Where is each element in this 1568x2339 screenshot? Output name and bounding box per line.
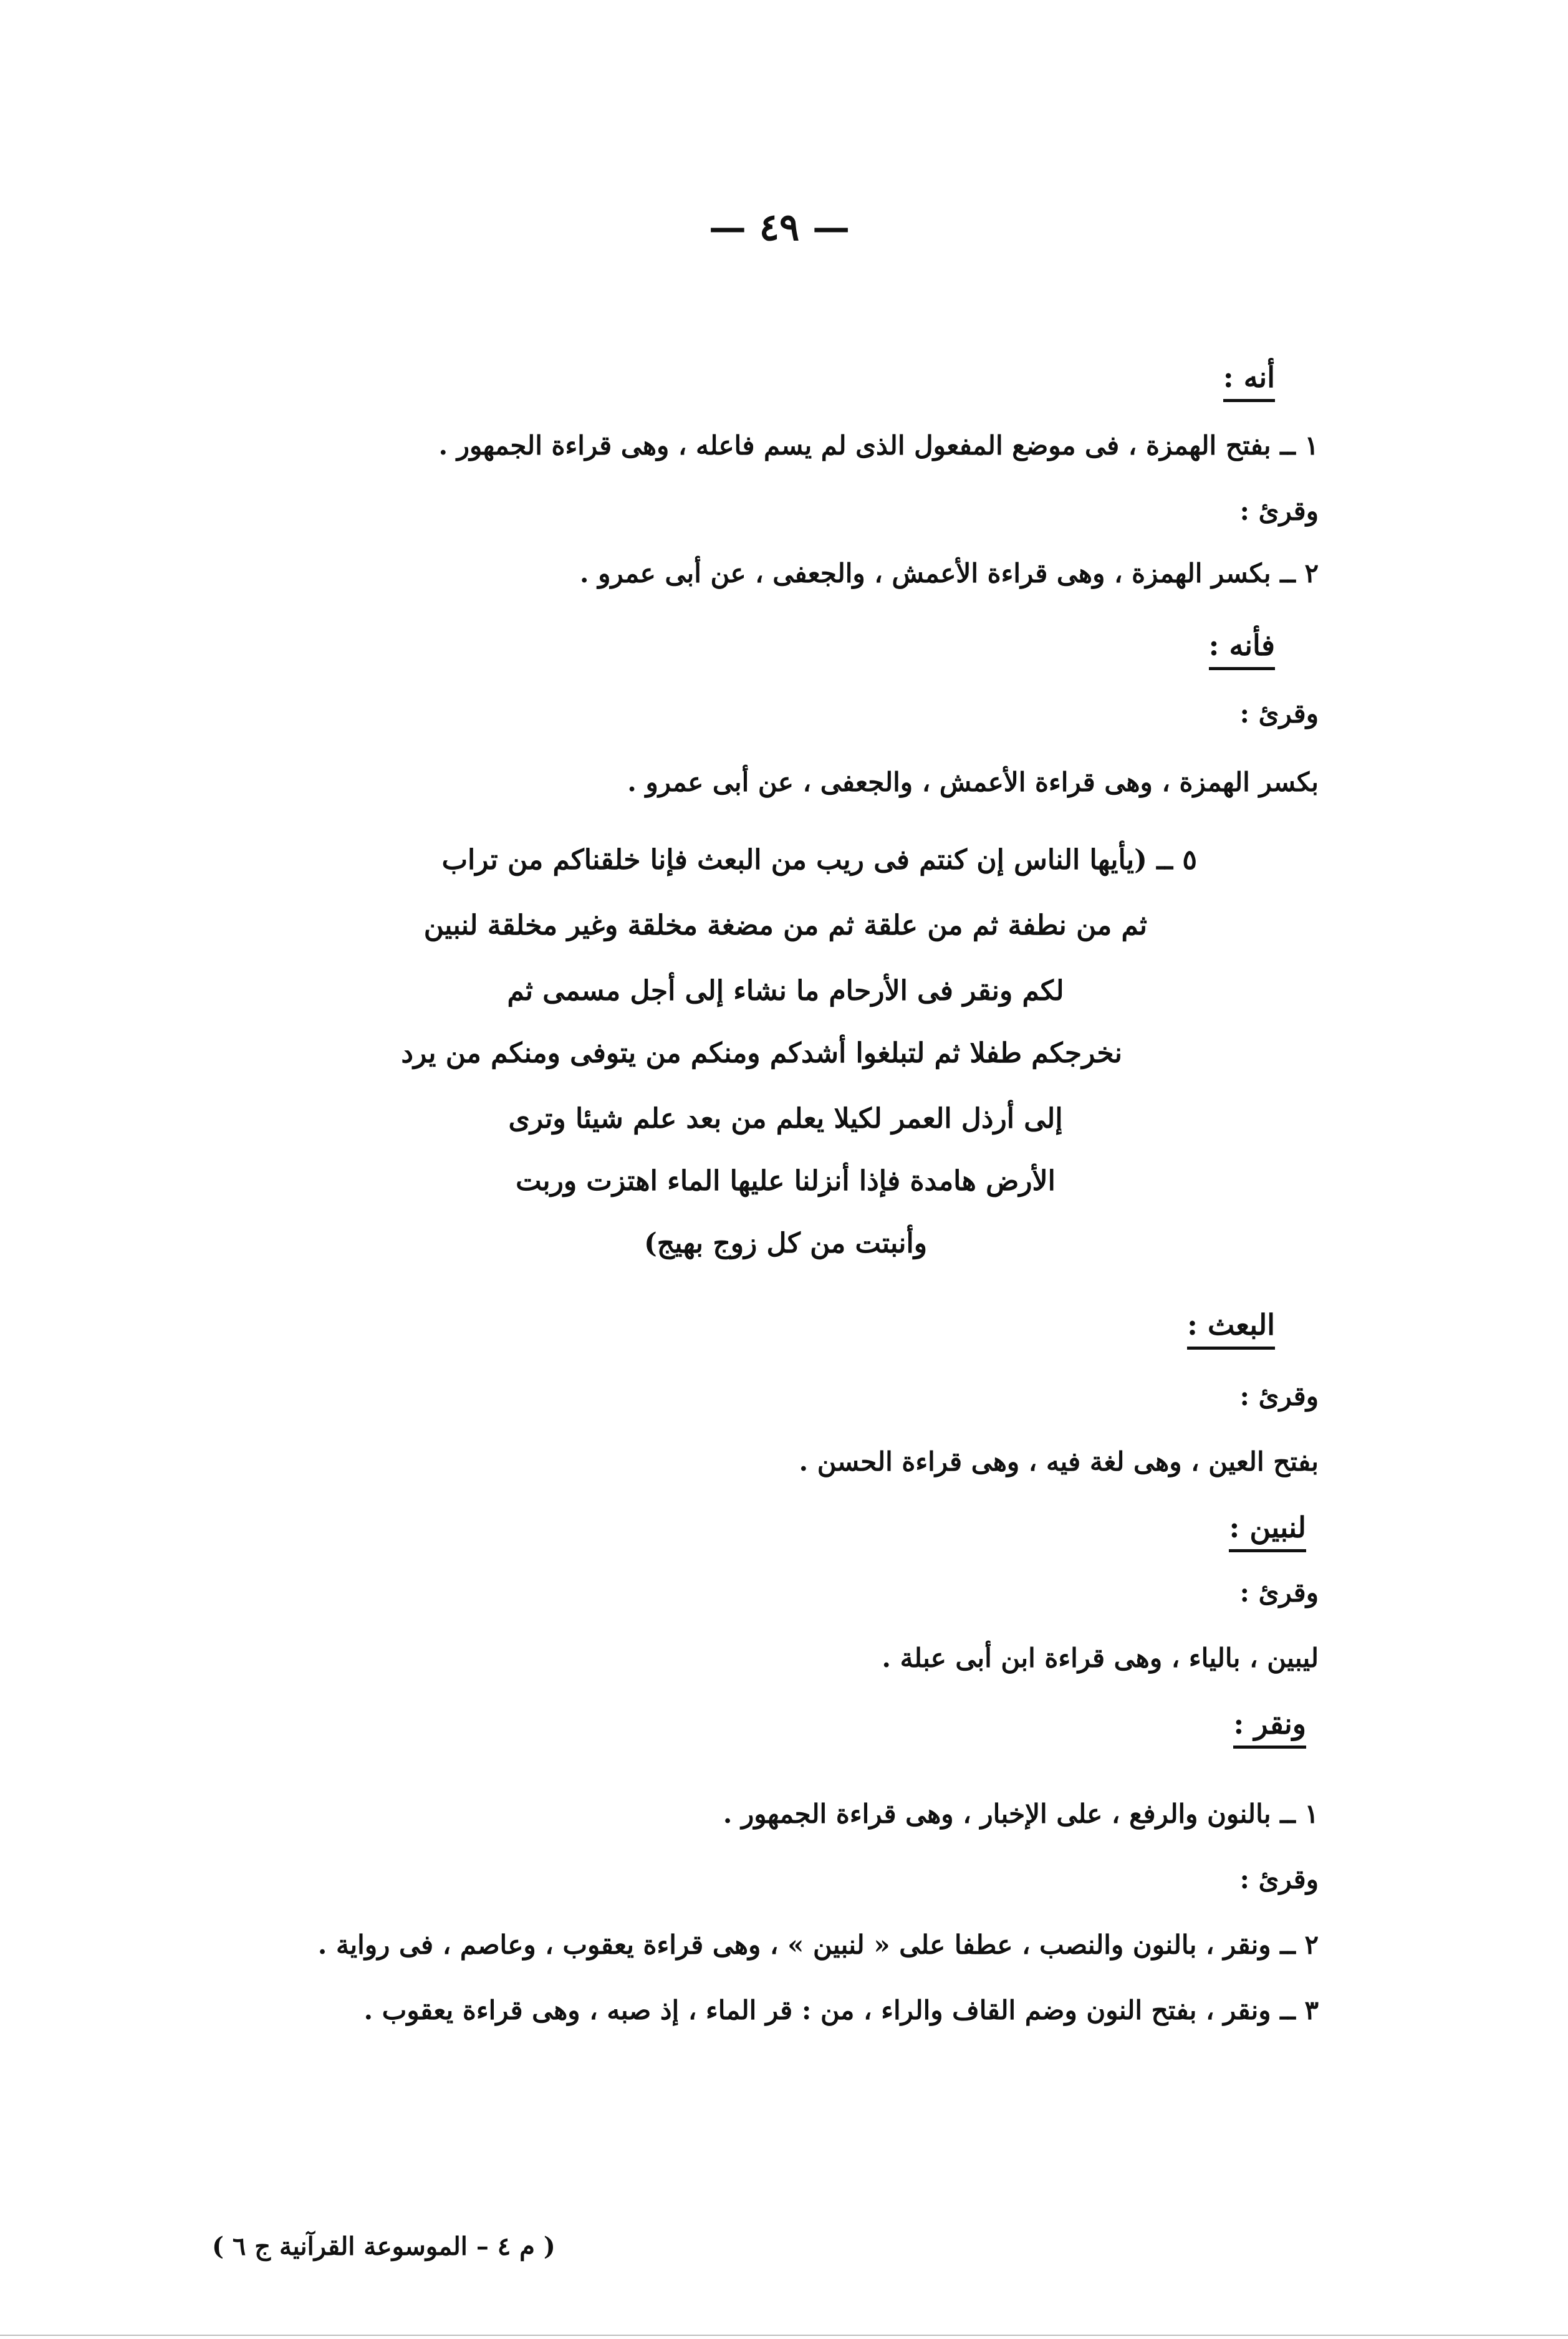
entry-line: ٢ ــ بكسر الهمزة ، وهى قراءة الأعمش ، والجعفى ، عن أبى عمرو .	[579, 558, 1319, 588]
entry-line: بكسر الهمزة ، وهى قراءة الأعمش ، والجعفى ، عن أبى عمرو .	[627, 767, 1319, 797]
entry-heading-text: البعث :	[1187, 1308, 1275, 1350]
verse-line: الأرض هامدة فإذا أنزلنا عليها الماء اهتزت وربت	[516, 1165, 1056, 1197]
footer-signature: ( م ٤ – الموسوعة القرآنية ج ٦ )	[212, 2232, 556, 2261]
verse-line: إلى أرذل العمر لكيلا يعلم من بعد علم شيئا وترى	[508, 1103, 1063, 1135]
entry-line: ٣ ــ ونقر ، بفتح النون وضم القاف والراء ، من : قر الماء ، إذ صبه ، وهى قراءة يعقوب .	[363, 1995, 1319, 2025]
verse-line: ٥ ــ (يأيها الناس إن كنتم فى ريب من البعث فإنا خلقناكم من تراب	[441, 844, 1197, 876]
entry-heading-linubayyina	[1229, 1509, 1306, 1546]
entry-heading-faannahu	[1209, 627, 1275, 664]
entry-line: ١ ــ بالنون والرفع ، على الإخبار ، وهى قراءة الجمهور .	[723, 1799, 1319, 1829]
entry-line: وقرئ :	[1239, 1577, 1319, 1608]
bottom-rule	[0, 2335, 1568, 2336]
entry-heading-albath	[1187, 1306, 1275, 1343]
entry-line: بفتح العين ، وهى لغة فيه ، وهى قراءة الحسن .	[799, 1446, 1319, 1477]
entry-heading-text: أنه :	[1223, 360, 1275, 402]
entry-line: وقرئ :	[1239, 1381, 1319, 1411]
verse-line: نخرجكم طفلا ثم لتبلغوا أشدكم ومنكم من يتوفى ومنكم من يرد	[401, 1037, 1122, 1069]
entry-line: وقرئ :	[1239, 698, 1319, 729]
entry-line: ٢ ــ ونقر ، بالنون والنصب ، عطفا على « لنبين » ، وهى قراءة يعقوب ، وعاصم ، فى رواية .	[317, 1929, 1319, 1960]
entry-heading-text: فأنه :	[1209, 628, 1275, 670]
entry-line: وقرئ :	[1239, 1864, 1319, 1895]
entry-line: وقرئ :	[1239, 496, 1319, 526]
entry-heading-annahu	[1223, 358, 1275, 396]
entry-line: ليبين ، بالياء ، وهى قراءة ابن أبى عبلة .	[882, 1643, 1319, 1673]
entry-line: ١ ــ بفتح الهمزة ، فى موضع المفعول الذى لم يسم فاعله ، وهى قراءة الجمهور .	[438, 430, 1319, 461]
entry-heading-text: لنبين :	[1229, 1511, 1306, 1552]
verse-line: لكم ونقر فى الأرحام ما نشاء إلى أجل مسمى ثم	[507, 975, 1064, 1007]
verse-line: ثم من نطفة ثم من علقة ثم من مضغة مخلقة وغير مخلقة لنبين	[423, 910, 1147, 941]
entry-heading-text: ونقر :	[1233, 1707, 1306, 1749]
entry-heading-wanuqirru	[1233, 1705, 1306, 1742]
verse-line: وأنبتت من كل زوج بهيج)	[643, 1227, 927, 1259]
page-number: — ٤٩ —	[708, 206, 850, 249]
